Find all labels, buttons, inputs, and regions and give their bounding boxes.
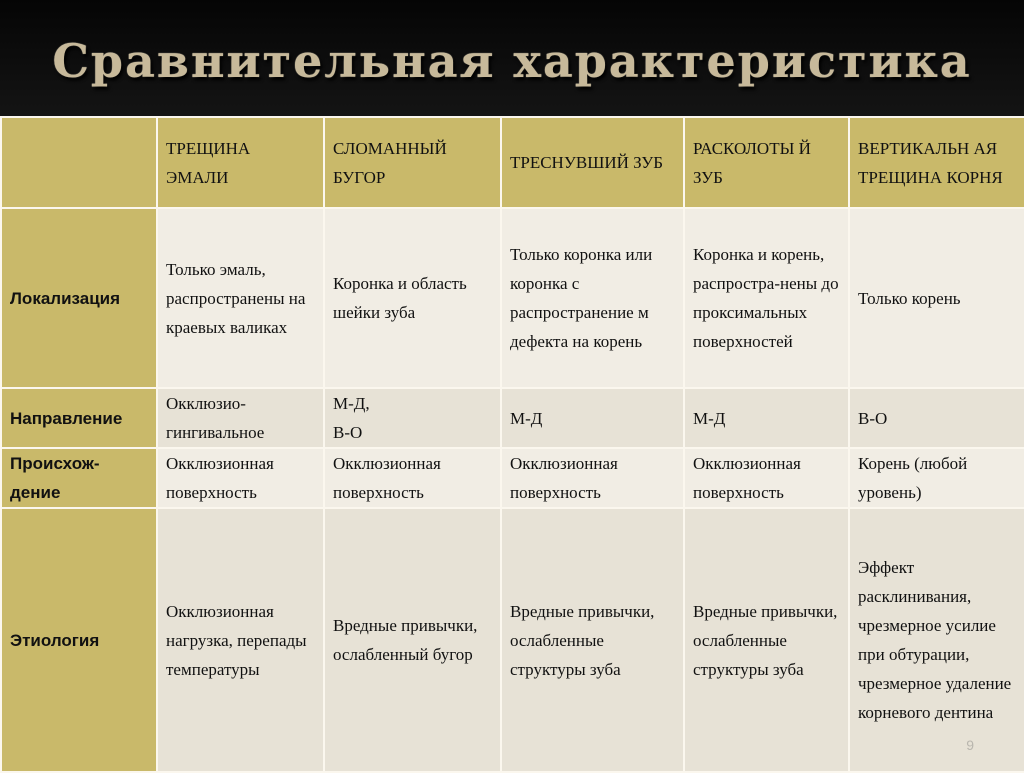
table-cell: Вредные привычки, ослабленные структуры зуба — [501, 508, 684, 772]
table-cell: Эффект расклинивания, чрезмерное усилие при обтурации, чрезмерное удаление корневого дентина — [849, 508, 1024, 772]
table-cell: Окклюзионная поверхность — [324, 448, 501, 508]
table-row-origin — [1, 448, 1024, 508]
table-cell: Только корень — [849, 208, 1024, 388]
table-cell: Окклюзионная поверхность — [157, 448, 324, 508]
comparison-table — [0, 116, 1024, 773]
table-cell: Вредные привычки, ослабленные структуры зуба — [684, 508, 849, 772]
table-row-localization — [1, 208, 1024, 388]
table-cell: В-О — [849, 388, 1024, 448]
row-label: Происхож-дение — [1, 448, 157, 508]
table-cell: Окклюзионная нагрузка, перепады температуры — [157, 508, 324, 772]
header-vertical-root-fracture: ВЕРТИКАЛЬН АЯ ТРЕЩИНА КОРНЯ — [849, 117, 1024, 208]
table-row-direction — [1, 388, 1024, 448]
page-number: 9 — [966, 737, 974, 753]
table-cell: М-Д, В-О — [324, 388, 501, 448]
table-cell: М-Д — [501, 388, 684, 448]
header-enamel-crack: ТРЕЩИНА ЭМАЛИ — [157, 117, 324, 208]
header-row — [1, 117, 1024, 208]
table-cell: Только коронка или коронка с распространение м дефекта на корень — [501, 208, 684, 388]
table-cell: Только эмаль, распространены на краевых валиках — [157, 208, 324, 388]
row-label: Этиология — [1, 508, 157, 772]
table-cell: Окклюзионная поверхность — [684, 448, 849, 508]
table-cell: Корень (любой уровень) — [849, 448, 1024, 508]
row-label: Направление — [1, 388, 157, 448]
table-cell: Коронка и корень, распростра-нены до проксимальных поверхностей — [684, 208, 849, 388]
header-fractured-cusp: СЛОМАННЫЙ БУГОР — [324, 117, 501, 208]
header-cracked-tooth: ТРЕСНУВШИЙ ЗУБ — [501, 117, 684, 208]
table-cell: Окклюзионная поверхность — [501, 448, 684, 508]
table-cell: М-Д — [684, 388, 849, 448]
table-cell: Вредные привычки, ослабленный бугор — [324, 508, 501, 772]
slide-title: Сравнительная характеристика — [52, 34, 972, 88]
table-cell: Окклюзио-гингивальное — [157, 388, 324, 448]
header-corner-cell — [1, 117, 157, 208]
row-label: Локализация — [1, 208, 157, 388]
table-row-etiology — [1, 508, 1024, 772]
table-cell: Коронка и область шейки зуба — [324, 208, 501, 388]
header-split-tooth: РАСКОЛОТЫ Й ЗУБ — [684, 117, 849, 208]
